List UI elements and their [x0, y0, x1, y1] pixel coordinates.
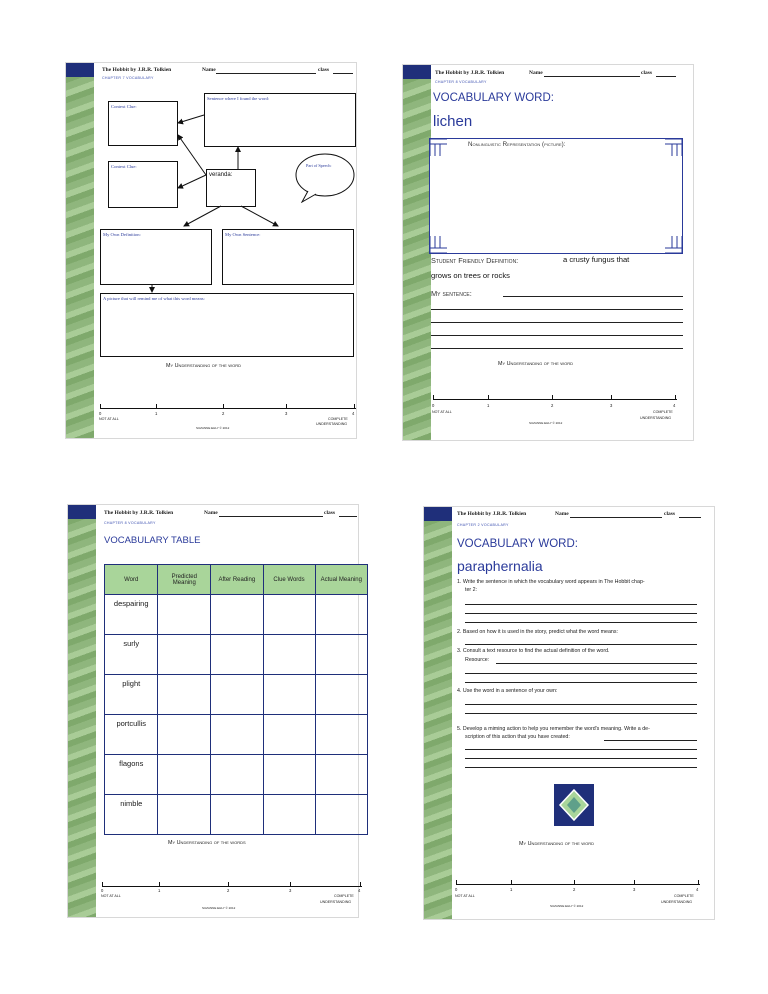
sentence-label: My sentence: — [431, 289, 472, 298]
corner-ornament-icon — [430, 235, 448, 253]
scale-tick — [511, 880, 512, 885]
vocab-word: paraphernalia — [457, 558, 543, 574]
table-header-row — [105, 565, 368, 595]
column-header: Actual Meaning — [315, 565, 368, 595]
footer-credit: SUZANNE EHLY © 2012 — [196, 426, 230, 430]
table-row — [105, 795, 368, 835]
chapter-subtitle: CHAPTER 8 VOCABULARY — [104, 521, 156, 525]
scale-tick — [228, 882, 229, 887]
step-2: 2. Based on how it is used in the story, predict what the word means: — [457, 629, 618, 635]
scale-left-label: NOT AT ALL — [99, 417, 119, 421]
scale-tick — [574, 880, 575, 885]
entry-cell[interactable] — [315, 595, 368, 635]
scale-title: My Understanding of the word — [519, 841, 594, 847]
table-row — [105, 675, 368, 715]
scale-number: 1 — [510, 887, 513, 892]
answer-line[interactable] — [465, 767, 697, 768]
footer-credit: SUZANNE EHLY © 2012 — [202, 906, 236, 910]
scale-number: 4 — [358, 888, 361, 893]
entry-cell[interactable] — [211, 675, 263, 715]
sentence-line[interactable] — [431, 348, 683, 349]
strip-top-block — [403, 65, 431, 79]
entry-cell[interactable] — [158, 715, 211, 755]
part-of-speech-label: Part of Speech: — [306, 163, 332, 168]
scale-tick — [286, 404, 287, 409]
scale-tick — [433, 395, 434, 400]
name-label: Name — [555, 511, 569, 517]
scale-number: 0 — [99, 411, 102, 416]
footer-credit: SUZANNE EHLY © 2012 — [529, 421, 563, 425]
name-label: Name — [204, 510, 218, 516]
scale-number: 0 — [455, 887, 458, 892]
scale-number: 1 — [487, 403, 490, 408]
answer-line[interactable] — [465, 644, 697, 645]
answer-line[interactable] — [465, 749, 697, 750]
column-header: Word — [105, 565, 158, 595]
answer-line[interactable] — [604, 740, 697, 741]
corner-ornament-icon — [664, 139, 682, 157]
worksheet-page-vocab-table — [68, 505, 362, 917]
scale-right-label: UNDERSTANDING — [640, 416, 672, 420]
scale-right-label: UNDERSTANDING — [320, 900, 352, 904]
scale-number: 3 — [285, 411, 288, 416]
decorative-leaf-strip — [68, 505, 96, 917]
step-3: 3. Consult a text resource to find the actual definition of the word. — [457, 648, 610, 654]
name-label: Name — [202, 67, 216, 73]
entry-cell[interactable] — [211, 635, 263, 675]
vocab-word: veranda: — [209, 172, 233, 178]
step-1-cont: ter 2: — [465, 587, 478, 593]
entry-cell[interactable] — [158, 755, 211, 795]
scale-right-label: UNDERSTANDING — [661, 900, 693, 904]
scale-right-label: COMPLETE — [334, 894, 354, 898]
picture-box[interactable] — [100, 293, 354, 357]
picture-label: A picture that will remind me of what this word means: — [103, 296, 205, 301]
scale-tick — [100, 404, 101, 409]
step-5-cont: scription of this action that you have created: — [465, 734, 570, 740]
entry-cell[interactable] — [211, 755, 263, 795]
entry-cell[interactable] — [315, 755, 368, 795]
scale-right-label: COMPLETE — [674, 894, 694, 898]
scale-number: 3 — [633, 887, 636, 892]
worksheet-page-lichen — [403, 65, 693, 440]
scale-tick — [488, 395, 489, 400]
chapter-subtitle: CHAPTER 7 VOCABULARY — [102, 76, 154, 80]
entry-cell[interactable] — [211, 595, 263, 635]
class-label: class — [324, 510, 335, 516]
friendly-definition-label: Student Friendly Definition: — [431, 256, 519, 265]
sentence-line[interactable] — [431, 335, 683, 336]
nonlinguistic-label: Nonlinguistic Representation (picture): — [468, 141, 566, 148]
table-row — [105, 595, 368, 635]
scale-number: 4 — [352, 411, 355, 416]
entry-cell[interactable] — [263, 715, 315, 755]
name-field[interactable] — [570, 517, 662, 518]
scale-number: 2 — [227, 888, 230, 893]
step-3-resource: Resource: — [465, 657, 490, 663]
answer-line[interactable] — [465, 673, 697, 674]
answer-line[interactable] — [465, 704, 697, 705]
word-cell: portcullis — [105, 715, 158, 755]
scale-tick — [360, 882, 361, 887]
scale-tick — [159, 882, 160, 887]
own-sentence-box[interactable] — [222, 229, 354, 285]
footer-credit: SUZANNE EHLY © 2012 — [550, 904, 584, 908]
entry-cell[interactable] — [158, 595, 211, 635]
worksheet-page-paraphernalia — [424, 507, 714, 919]
book-title: The Hobbit by J.R.R. Tolkien — [104, 510, 174, 516]
class-field[interactable] — [656, 76, 676, 77]
own-definition-box[interactable] — [100, 229, 212, 285]
sentence-line[interactable] — [431, 322, 683, 323]
name-field[interactable] — [219, 516, 323, 517]
scale-tick — [456, 880, 457, 885]
resource-line[interactable] — [496, 663, 697, 664]
strip-top-block — [424, 507, 452, 521]
friendly-definition-text: a crusty fungus that — [563, 255, 630, 264]
scale-number: 3 — [610, 403, 613, 408]
answer-line[interactable] — [465, 682, 697, 683]
scale-tick — [156, 404, 157, 409]
friendly-definition-text: grows on trees or rocks — [431, 271, 510, 280]
step-5: 5. Develop a miming action to help you remember the word's meaning. Write a de- — [457, 726, 650, 732]
scale-tick — [223, 404, 224, 409]
entry-cell[interactable] — [211, 795, 263, 835]
step-1: 1. Write the sentence in which the vocabulary word appears in The Hobbit chap- — [457, 579, 645, 585]
context-clue-label: Context Clue: — [111, 164, 137, 169]
class-field[interactable] — [679, 517, 701, 518]
scale-number: 4 — [673, 403, 676, 408]
scale-number: 2 — [222, 411, 225, 416]
book-title: The Hobbit by J.R.R. Tolkien — [457, 511, 527, 517]
word-cell: nimble — [105, 795, 158, 835]
entry-cell[interactable] — [263, 595, 315, 635]
word-cell: despairing — [105, 595, 158, 635]
table-row — [105, 715, 368, 755]
scale-left-label: NOT AT ALL — [101, 894, 121, 898]
entry-cell[interactable] — [158, 795, 211, 835]
scale-number: 1 — [155, 411, 158, 416]
column-header: Predicted Meaning — [158, 565, 211, 595]
understanding-scale — [102, 886, 362, 887]
name-label: Name — [529, 70, 543, 76]
scale-number: 4 — [696, 887, 699, 892]
scale-tick — [290, 882, 291, 887]
table-row — [105, 755, 368, 795]
entry-cell[interactable] — [211, 715, 263, 755]
scale-number: 2 — [573, 887, 576, 892]
corner-ornament-icon — [430, 139, 448, 157]
entry-cell[interactable] — [315, 795, 368, 835]
book-title: The Hobbit by J.R.R. Tolkien — [435, 70, 505, 76]
decorative-leaf-strip — [424, 507, 452, 919]
own-sentence-label: My Own Sentence: — [225, 232, 261, 237]
column-header: Clue Words — [263, 565, 315, 595]
column-header: After Reading — [211, 565, 263, 595]
chapter-subtitle: CHAPTER 2 VOCABULARY — [457, 523, 509, 527]
sentence-line[interactable] — [431, 309, 683, 310]
scale-number: 3 — [289, 888, 292, 893]
entry-cell[interactable] — [263, 795, 315, 835]
entry-cell[interactable] — [315, 675, 368, 715]
scale-tick — [102, 882, 103, 887]
answer-line[interactable] — [465, 622, 697, 623]
picture-frame[interactable] — [429, 138, 683, 254]
word-cell: surly — [105, 635, 158, 675]
vocab-table-heading: VOCABULARY TABLE — [104, 535, 201, 546]
decorative-leaf-strip — [403, 65, 431, 440]
scale-tick — [552, 395, 553, 400]
scale-number: 1 — [158, 888, 161, 893]
class-label: class — [641, 70, 652, 76]
answer-line[interactable] — [465, 613, 697, 614]
name-field[interactable] — [544, 76, 640, 77]
class-label: class — [664, 511, 675, 517]
scale-tick — [611, 395, 612, 400]
entry-cell[interactable] — [263, 755, 315, 795]
scale-tick — [354, 404, 355, 409]
chapter-subtitle: CHAPTER 8 VOCABULARY — [435, 80, 487, 84]
scale-number: 0 — [101, 888, 104, 893]
class-label: class — [318, 67, 329, 73]
scale-number: 2 — [551, 403, 554, 408]
scale-tick — [675, 395, 676, 400]
scale-title: My Understanding of the words — [168, 840, 246, 846]
entry-cell[interactable] — [263, 675, 315, 715]
scale-right-label: COMPLETE — [653, 410, 673, 414]
diamond-graphic-icon — [554, 784, 594, 826]
vocabulary-table — [104, 564, 368, 835]
scale-left-label: NOT AT ALL — [432, 410, 452, 414]
sentence-label: Sentence where I found the word: — [207, 96, 270, 101]
scale-title: My Understanding of the word — [166, 363, 241, 369]
strip-top-block — [68, 505, 96, 519]
vocab-word: lichen — [433, 113, 473, 130]
understanding-scale — [456, 884, 700, 885]
own-definition-label: My Own Definition: — [103, 232, 141, 237]
entry-cell[interactable] — [315, 635, 368, 675]
context-clue-label: Context Clue: — [111, 104, 137, 109]
word-cell: flagons — [105, 755, 158, 795]
understanding-scale — [100, 408, 356, 409]
entry-cell[interactable] — [158, 635, 211, 675]
scale-tick — [698, 880, 699, 885]
entry-cell[interactable] — [158, 675, 211, 715]
entry-cell[interactable] — [263, 635, 315, 675]
vocab-heading: VOCABULARY WORD: — [457, 538, 578, 550]
scale-title: My Understanding of the word — [498, 361, 573, 367]
understanding-scale — [433, 399, 677, 400]
word-cell: plight — [105, 675, 158, 715]
book-title: The Hobbit by J.R.R. Tolkien — [102, 67, 172, 73]
scale-number: 0 — [432, 403, 435, 408]
sentence-line[interactable] — [503, 296, 683, 297]
worksheet-page-veranda — [66, 63, 356, 438]
entry-cell[interactable] — [315, 715, 368, 755]
scale-left-label: NOT AT ALL — [455, 894, 475, 898]
scale-right-label: COMPLETE — [328, 417, 348, 421]
scale-right-label: UNDERSTANDING — [316, 422, 348, 426]
scale-tick — [634, 880, 635, 885]
answer-line[interactable] — [465, 604, 697, 605]
table-row — [105, 635, 368, 675]
class-field[interactable] — [339, 516, 357, 517]
answer-line[interactable] — [465, 713, 697, 714]
corner-ornament-icon — [664, 235, 682, 253]
step-4: 4. Use the word in a sentence of your own: — [457, 688, 558, 694]
vocab-heading: VOCABULARY WORD: — [433, 92, 554, 104]
answer-line[interactable] — [465, 758, 697, 759]
